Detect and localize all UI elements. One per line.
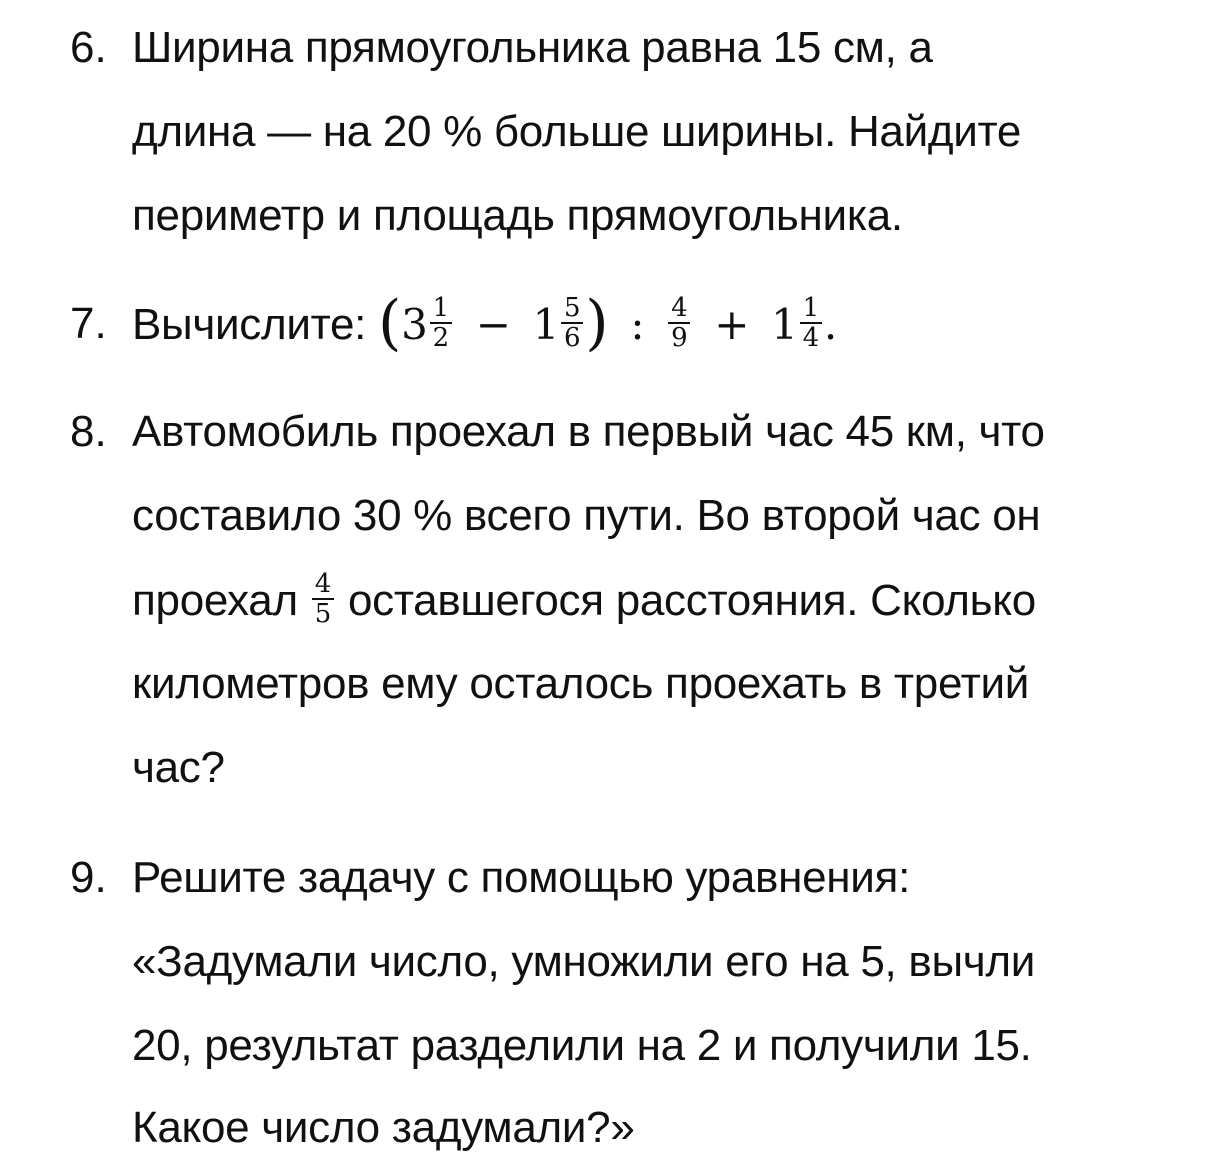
fraction-1-4: $\frac{1}{4}$ (800, 294, 822, 352)
fraction-4-5: $\frac{4}{5}$ (312, 570, 334, 628)
problem-7-number: 7. (70, 299, 107, 348)
line-3-pre: проехал (132, 576, 298, 625)
problem-8-line-1: Автомобиль проехал в первый час 45 км, что (132, 407, 1045, 456)
line-3-post: оставшегося расстояния. Сколько (347, 576, 1036, 625)
problem-8-number: 8. (70, 407, 107, 456)
problem-7-label: Вычислите: (132, 300, 367, 349)
problem-6-number: 6. (70, 23, 107, 72)
problem-9-line-4: Какое число задумали?» (132, 1103, 635, 1152)
open-paren: ( (378, 288, 402, 359)
problem-7-line (132, 290, 837, 362)
minus-sign: − (475, 300, 511, 349)
plus-sign: + (714, 300, 750, 349)
whole-1b: 1 (771, 300, 798, 349)
problem-8-line-4: километров ему осталось проехать в третий (132, 659, 1030, 708)
colon-sign: : (630, 300, 645, 349)
close-paren: ) (585, 288, 609, 359)
fraction-1-2: $\frac{1}{2}$ (430, 294, 452, 352)
problem-8-line-5: час? (132, 743, 225, 792)
problem-6-line-3: периметр и площадь прямоугольника. (132, 191, 903, 240)
problem-8-line-3 (132, 566, 1036, 636)
fraction-4-9: $\frac{4}{9}$ (668, 294, 690, 352)
problem-6-line-2: длина — на 20 % больше ширины. Найдите (132, 107, 1022, 156)
period: . (823, 300, 837, 349)
fraction-5-6: $\frac{5}{6}$ (561, 294, 583, 352)
problem-9-line-3: 20, результат разделили на 2 и получили 15. (132, 1021, 1032, 1070)
problem-8-line-2: составило 30 % всего пути. Во второй час он (132, 491, 1041, 540)
whole-3: 3 (401, 300, 428, 349)
problem-9-number: 9. (70, 853, 107, 902)
whole-1: 1 (532, 300, 560, 349)
problem-9-line-2: «Задумали число, умножили его на 5, вычли (132, 937, 1036, 986)
problem-9-line-1: Решите задачу с помощью уравнения: (132, 853, 910, 902)
problem-6-line-1: Ширина прямоугольника равна 15 см, а (132, 23, 933, 72)
